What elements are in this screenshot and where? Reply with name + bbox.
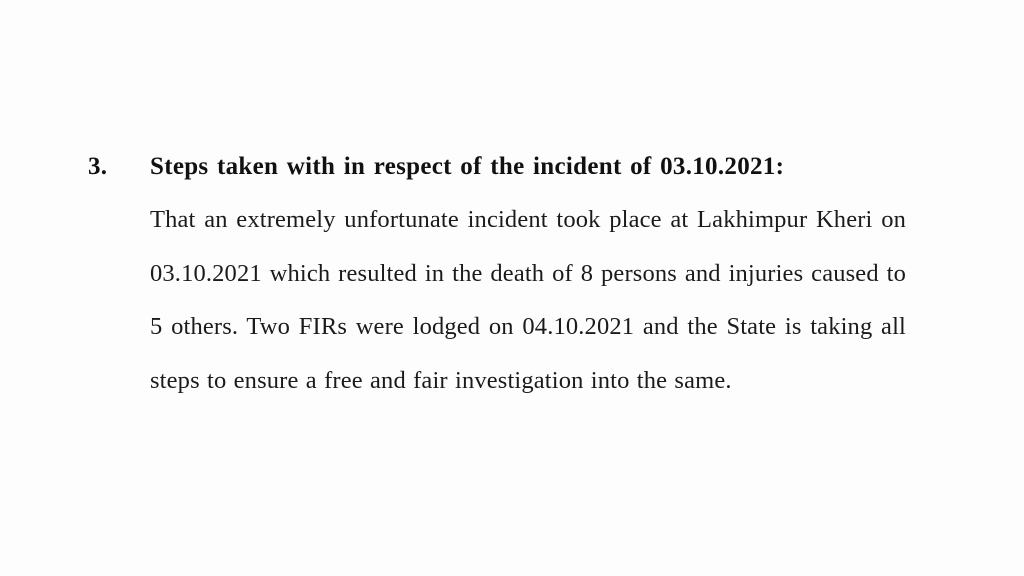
clause-body [150,140,906,407]
clause-number: 3. [88,153,108,180]
clause-paragraph: That an extremely unfortunate incident took place at Lakhimpur Kheri on 03.10.2021 which resulted in the death of 8 persons and injuries caused to 5 others. Two FIRs were lodged on 04.10.2021 and the State is taking all steps to ensure a free and fair investigation into the same. [150,206,906,394]
clause-heading: Steps taken with in respect of the incident of 03.10.2021: [150,153,785,180]
clause-3 [88,140,906,407]
